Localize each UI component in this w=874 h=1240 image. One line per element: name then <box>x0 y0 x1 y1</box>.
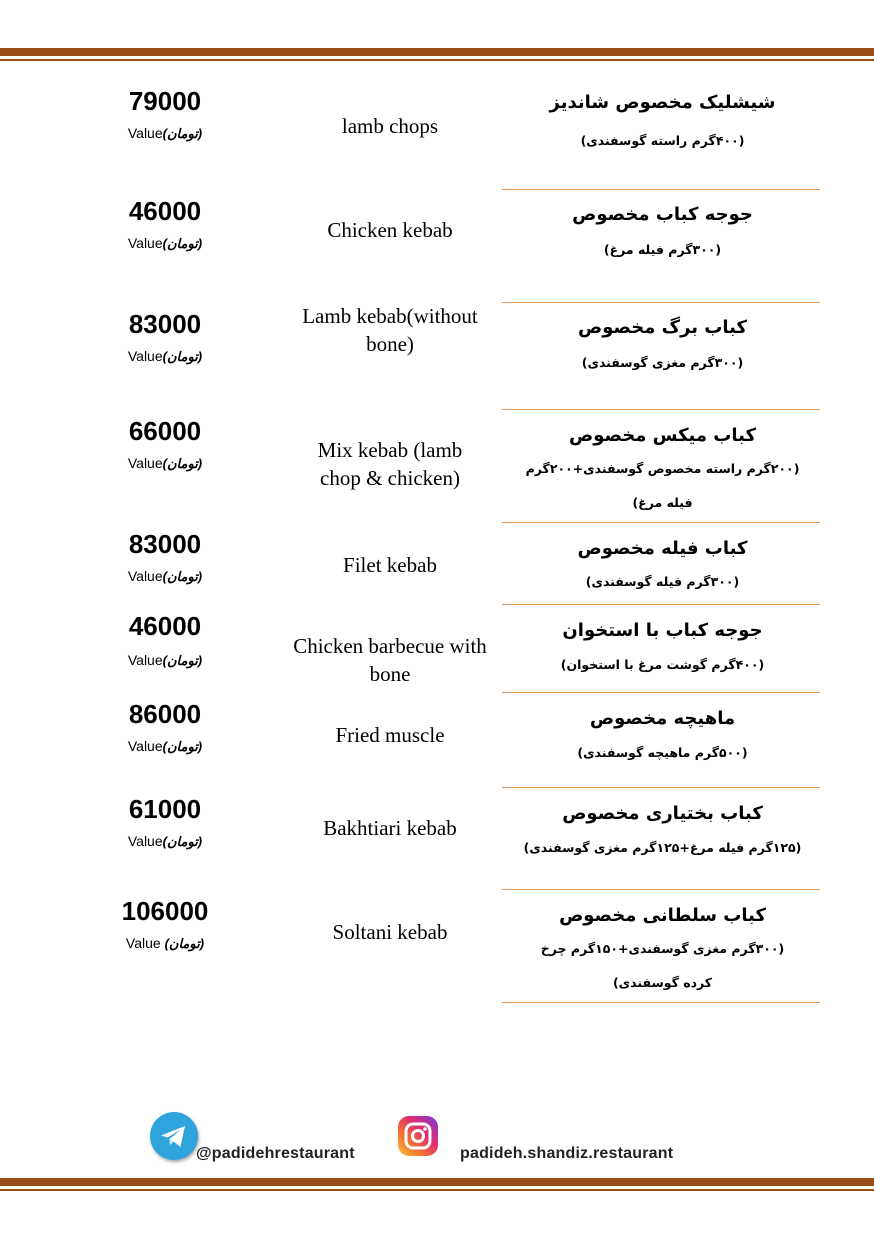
item-desc-fa: (۱۲۵گرم فیله مرغ+۱۲۵گرم مغزی گوسفندی) <box>523 840 802 855</box>
item-name-en: Lamb kebab(without bone) <box>302 304 478 356</box>
item-name-fa: جوجه کباب مخصوص <box>572 204 753 225</box>
item-name-en: Chicken barbecue with bone <box>293 634 487 686</box>
row-separator <box>502 889 820 890</box>
footer-social <box>0 1112 874 1172</box>
item-name-en: Mix kebab (lamb chop & chicken) <box>317 438 463 490</box>
item-name-en: Bakhtiari kebab <box>323 816 457 840</box>
item-desc-fa: (۲۰۰گرم راسته مخصوص گوسفندی+۲۰۰گرم فیله مرغ) <box>525 461 800 510</box>
item-price: 79000 <box>128 86 202 116</box>
item-price: 83000 <box>128 309 202 339</box>
item-value-label: Value(تومان) <box>127 348 203 364</box>
item-value-label: Value(تومان) <box>127 455 203 471</box>
item-desc-fa: (۳۰۰گرم مغزی گوسفندی+۱۵۰گرم چرخ کرده گوسفندی) <box>540 941 785 990</box>
row-separator <box>502 189 820 190</box>
item-value-label: Value(تومان) <box>127 235 203 251</box>
item-name-fa: کباب بختیاری مخصوص <box>562 803 763 824</box>
row-separator <box>502 302 820 303</box>
item-name-en: Fried muscle <box>335 723 445 747</box>
item-name-fa: کباب سلطانی مخصوص <box>559 905 766 926</box>
item-desc-fa: (۳۰۰گرم مغزی گوسفندی) <box>581 355 744 370</box>
item-name-fa: ماهیچه مخصوص <box>589 708 736 729</box>
item-name-en: lamb chops <box>341 114 439 138</box>
top-border <box>0 48 874 61</box>
item-name-fa: جوجه کباب با استخوان <box>562 620 763 641</box>
row-separator <box>502 692 820 693</box>
telegram-handle[interactable]: @padidehrestaurant <box>196 1145 355 1162</box>
item-value-label: Value(تومان) <box>127 833 203 849</box>
item-name-fa: کباب فیله مخصوص <box>577 538 748 559</box>
item-price: 106000 <box>121 896 209 926</box>
item-name-en: Filet kebab <box>343 553 437 577</box>
instagram-icon[interactable] <box>398 1116 438 1156</box>
item-desc-fa: (۴۰۰گرم گوشت مرغ با استخوان) <box>560 657 765 672</box>
item-price: 83000 <box>128 529 202 559</box>
telegram-icon[interactable] <box>150 1112 198 1160</box>
item-price: 46000 <box>128 611 202 641</box>
item-name-en: Soltani kebab <box>332 920 448 944</box>
item-price: 61000 <box>128 794 202 824</box>
item-value-label: Value(تومان) <box>127 738 203 754</box>
row-separator <box>502 787 820 788</box>
item-name-fa: شیشلیک مخصوص شاندیز <box>549 92 776 113</box>
row-separator <box>502 522 820 523</box>
item-desc-fa: (۵۰۰گرم ماهیچه گوسفندی) <box>577 745 748 760</box>
item-price: 86000 <box>128 699 202 729</box>
item-value-label: Value(تومان) <box>127 568 203 584</box>
item-value-label: Value (تومان) <box>125 935 205 951</box>
item-value-label: Value(تومان) <box>127 125 203 141</box>
item-desc-fa: (۴۰۰گرم راسته گوسفندی) <box>580 133 745 148</box>
item-name-fa: کباب برگ مخصوص <box>578 317 747 338</box>
item-price: 66000 <box>128 416 202 446</box>
row-separator <box>502 409 820 410</box>
item-name-en: Chicken kebab <box>327 218 453 242</box>
item-value-label: Value(تومان) <box>127 652 203 668</box>
bottom-border <box>0 1178 874 1191</box>
row-separator <box>502 1002 820 1003</box>
item-price: 46000 <box>128 196 202 226</box>
item-name-fa: کباب میکس مخصوص <box>569 425 756 446</box>
row-separator <box>502 604 820 605</box>
item-desc-fa: (۳۰۰گرم فیله مرغ) <box>603 242 722 257</box>
instagram-handle[interactable]: padideh.shandiz.restaurant <box>460 1145 674 1162</box>
item-desc-fa: (۳۰۰گرم فیله گوسفندی) <box>585 574 740 589</box>
